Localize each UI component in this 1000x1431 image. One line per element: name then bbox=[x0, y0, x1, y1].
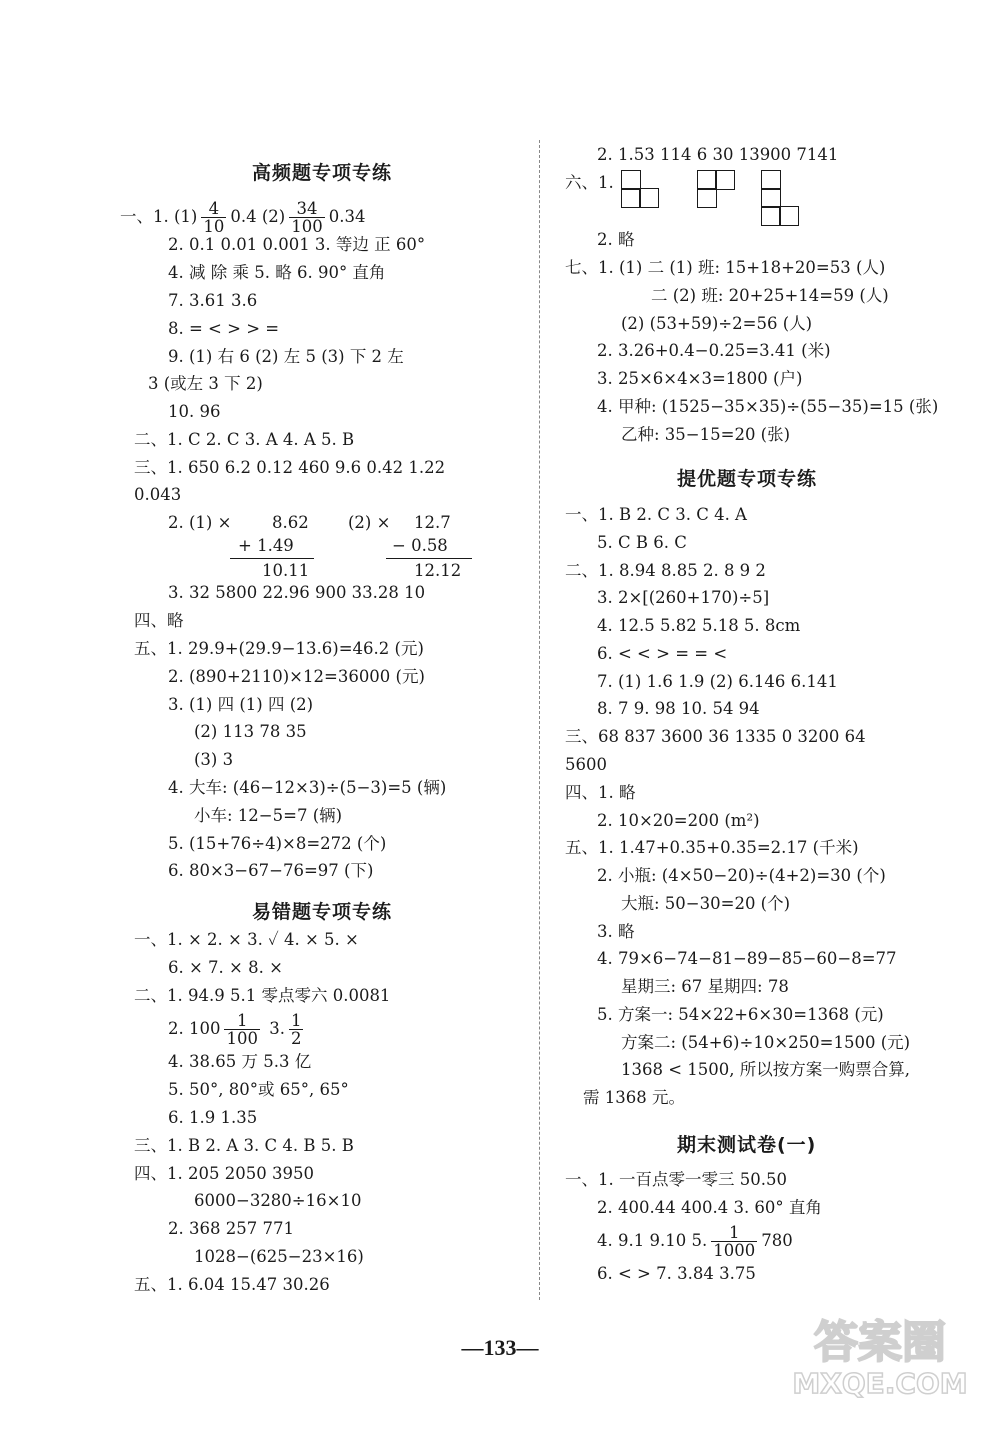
answer-line: 5. C B 6. C bbox=[597, 533, 687, 552]
answer-line: 8. 7 9. 98 10. 54 94 bbox=[597, 699, 760, 718]
answer-line: 6. < < > = = < bbox=[597, 644, 728, 663]
page-number: —133— bbox=[461, 1335, 539, 1360]
column-divider bbox=[539, 140, 540, 1300]
vertical-calc-result: 12.12 bbox=[414, 561, 462, 580]
answer-line: 五、1. 1.47+0.35+0.35=2.17 (千米) bbox=[565, 838, 859, 857]
answer-line: 2. 100 $\frac{1}{100}$ 3. $\frac{1}{2}$ bbox=[168, 1011, 302, 1048]
answer-line: 2. 小瓶: (4×50−20)÷(4+2)=30 (个) bbox=[597, 866, 886, 885]
figure-square bbox=[621, 170, 641, 190]
answer-line: 5. 方案一: 54×22+6×30=1368 (元) bbox=[597, 1005, 884, 1024]
answer-line: 二、1. 94.9 5.1 零点零六 0.0081 bbox=[134, 986, 391, 1005]
figure-square bbox=[779, 206, 799, 226]
answer-line: 六、1. bbox=[565, 173, 614, 192]
answer-line: 1368 < 1500, 所以按方案一购票合算, bbox=[621, 1060, 911, 1079]
figure-square bbox=[621, 188, 641, 208]
answer-line: 9. (1) 右 6 (2) 左 5 (3) 下 2 左 bbox=[168, 347, 404, 366]
answer-line: 二、1. 8.94 8.85 2. 8 9 2 bbox=[565, 561, 766, 580]
answer-line: 四、略 bbox=[134, 611, 184, 630]
answer-line: 0.043 bbox=[134, 485, 182, 504]
answer-line: 一、1. × 2. × 3. ✓ 4. × 5. × bbox=[134, 930, 359, 949]
answer-line: 2. 0.1 0.01 0.001 3. 等边 正 60° bbox=[168, 235, 426, 254]
answer-line: 6. 80×3−67−76=97 (下) bbox=[168, 861, 374, 880]
answer-line: 7. (1) 1.6 1.9 (2) 6.146 6.141 bbox=[597, 672, 838, 691]
watermark-bottom: MXQE.COM bbox=[792, 1367, 968, 1400]
answer-line: 7. 3.61 3.6 bbox=[168, 291, 258, 310]
vertical-calc-operand: − 0.58 bbox=[392, 536, 448, 555]
figure-square bbox=[761, 188, 781, 208]
watermark-icon bbox=[780, 1311, 980, 1401]
answer-line: 需 1368 元。 bbox=[583, 1088, 685, 1107]
figure-square bbox=[697, 188, 717, 208]
answer-line: 3. (1) 四 (1) 四 (2) bbox=[168, 695, 314, 714]
figure-square bbox=[697, 170, 717, 190]
answer-line: (2) 113 78 35 bbox=[194, 722, 307, 741]
answer-line: 4. 9.1 9.10 5. $\frac{1}{1000}$ 780 bbox=[597, 1223, 793, 1260]
answer-line: 乙种: 35−15=20 (张) bbox=[621, 425, 791, 444]
answer-line: 6000−3280÷16×10 bbox=[194, 1191, 362, 1210]
fraction: $\frac{1}{1000}$ bbox=[713, 1223, 756, 1260]
answer-line: 4. 38.65 万 5.3 亿 bbox=[168, 1052, 312, 1071]
answer-line: 2. (890+2110)×12=36000 (元) bbox=[168, 667, 425, 686]
answer-line: (3) 3 bbox=[194, 750, 234, 769]
figure-square bbox=[761, 170, 781, 190]
calc-rule bbox=[230, 558, 314, 559]
answer-line: 一、1. (1) $\frac{4}{10}$ 0.4 (2) $\frac{34}{100}$ 0.34 bbox=[120, 199, 366, 236]
answer-line: 4. 12.5 5.82 5.18 5. 8cm bbox=[597, 616, 801, 635]
figure-square bbox=[761, 206, 781, 226]
vertical-calc-operand: + 1.49 bbox=[238, 536, 294, 555]
answer-line: 一、1. B 2. C 3. C 4. A bbox=[565, 505, 747, 524]
answer-line: 五、1. 6.04 15.47 30.26 bbox=[134, 1275, 330, 1294]
vertical-calc-label: (2) × bbox=[348, 513, 391, 532]
answer-line: 2. 3.26+0.4−0.25=3.41 (米) bbox=[597, 341, 831, 360]
answer-line: 2. 368 257 771 bbox=[168, 1219, 294, 1238]
answer-line: 3. 32 5800 22.96 900 33.28 10 bbox=[168, 583, 426, 602]
section-title-tiyou: 提优题专项专练 bbox=[677, 468, 818, 490]
answer-line: 2. 1.53 114 6 30 13900 7141 bbox=[597, 145, 839, 164]
answer-line: 5. 50°, 80°或 65°, 65° bbox=[168, 1080, 349, 1099]
answer-line: 8. = < > > = bbox=[168, 319, 280, 338]
vertical-calc-result: 10.11 bbox=[262, 561, 310, 580]
answer-line: 3. 2×[(260+170)÷5] bbox=[597, 588, 770, 607]
section-title-qimo: 期末测试卷(一) bbox=[677, 1134, 817, 1156]
answer-line: 3. 25×6×4×3=1800 (户) bbox=[597, 369, 803, 388]
answer-line: 5. (15+76÷4)×8=272 (个) bbox=[168, 834, 387, 853]
answer-line: 2. 略 bbox=[597, 230, 635, 249]
figure-square bbox=[639, 188, 659, 208]
answer-line: 七、1. (1) 二 (1) 班: 15+18+20=53 (人) bbox=[565, 258, 886, 277]
answer-line: 大瓶: 50−30=20 (个) bbox=[621, 894, 791, 913]
vertical-calc-operand: 8.62 bbox=[272, 513, 309, 532]
watermark-logo bbox=[780, 1311, 980, 1401]
figure-square bbox=[715, 170, 735, 190]
answer-line: 3. 略 bbox=[597, 922, 635, 941]
answer-line: 四、1. 205 2050 3950 bbox=[134, 1164, 314, 1183]
answer-line: 10. 96 bbox=[168, 402, 221, 421]
answer-line: 3 (或左 3 下 2) bbox=[148, 374, 263, 393]
answer-line: 五、1. 29.9+(29.9−13.6)=46.2 (元) bbox=[134, 639, 424, 658]
answer-line: 4. 大车: (46−12×3)÷(5−3)=5 (辆) bbox=[168, 778, 447, 797]
fraction: $\frac{4}{10}$ bbox=[203, 199, 225, 236]
answer-line: 6. < > 7. 3.84 3.75 bbox=[597, 1264, 756, 1283]
answer-line: 1028−(625−23×16) bbox=[194, 1247, 364, 1266]
section-title-gaopin: 高频题专项专练 bbox=[252, 162, 393, 184]
answer-line: 一、1. 一百点零一零三 50.50 bbox=[565, 1170, 787, 1189]
answer-line: 三、1. B 2. A 3. C 4. B 5. B bbox=[134, 1136, 354, 1155]
section-title-yicuo: 易错题专项专练 bbox=[252, 901, 393, 923]
fraction: $\frac{1}{100}$ bbox=[226, 1011, 258, 1048]
answer-line: 2. 400.44 400.4 3. 60° 直角 bbox=[597, 1198, 822, 1217]
answer-line: 二 (2) 班: 20+25+14=59 (人) bbox=[651, 286, 889, 305]
answer-line: 三、1. 650 6.2 0.12 460 9.6 0.42 1.22 bbox=[134, 458, 446, 477]
answer-line: 4. 甲种: (1525−35×35)÷(55−35)=15 (张) bbox=[597, 397, 939, 416]
answer-line: 5600 bbox=[565, 755, 607, 774]
answer-line: 星期三: 67 星期四: 78 bbox=[621, 977, 789, 996]
answer-line: 6. 1.9 1.35 bbox=[168, 1108, 258, 1127]
answer-line: 二、1. C 2. C 3. A 4. A 5. B bbox=[134, 430, 355, 449]
answer-line: 4. 减 除 乘 5. 略 6. 90° 直角 bbox=[168, 263, 386, 282]
answer-line: 6. × 7. × 8. × bbox=[168, 958, 283, 977]
answer-line: (2) (53+59)÷2=56 (人) bbox=[621, 314, 813, 333]
vertical-calc-operand: 12.7 bbox=[414, 513, 451, 532]
vertical-calc-label: 2. (1) × bbox=[168, 513, 232, 532]
watermark-top: 答案圈 bbox=[814, 1317, 946, 1368]
answer-line: 4. 79×6−74−81−89−85−60−8=77 bbox=[597, 949, 897, 968]
calc-rule bbox=[386, 558, 472, 559]
fraction: $\frac{1}{2}$ bbox=[290, 1011, 302, 1048]
answer-line: 2. 10×20=200 (m²) bbox=[597, 811, 760, 830]
answer-line: 方案二: (54+6)÷10×250=1500 (元) bbox=[621, 1033, 911, 1052]
answer-line: 小车: 12−5=7 (辆) bbox=[194, 806, 343, 825]
answer-line: 四、1. 略 bbox=[565, 783, 636, 802]
answer-line: 三、68 837 3600 36 1335 0 3200 64 bbox=[565, 727, 866, 746]
fraction: $\frac{34}{100}$ bbox=[291, 199, 323, 236]
